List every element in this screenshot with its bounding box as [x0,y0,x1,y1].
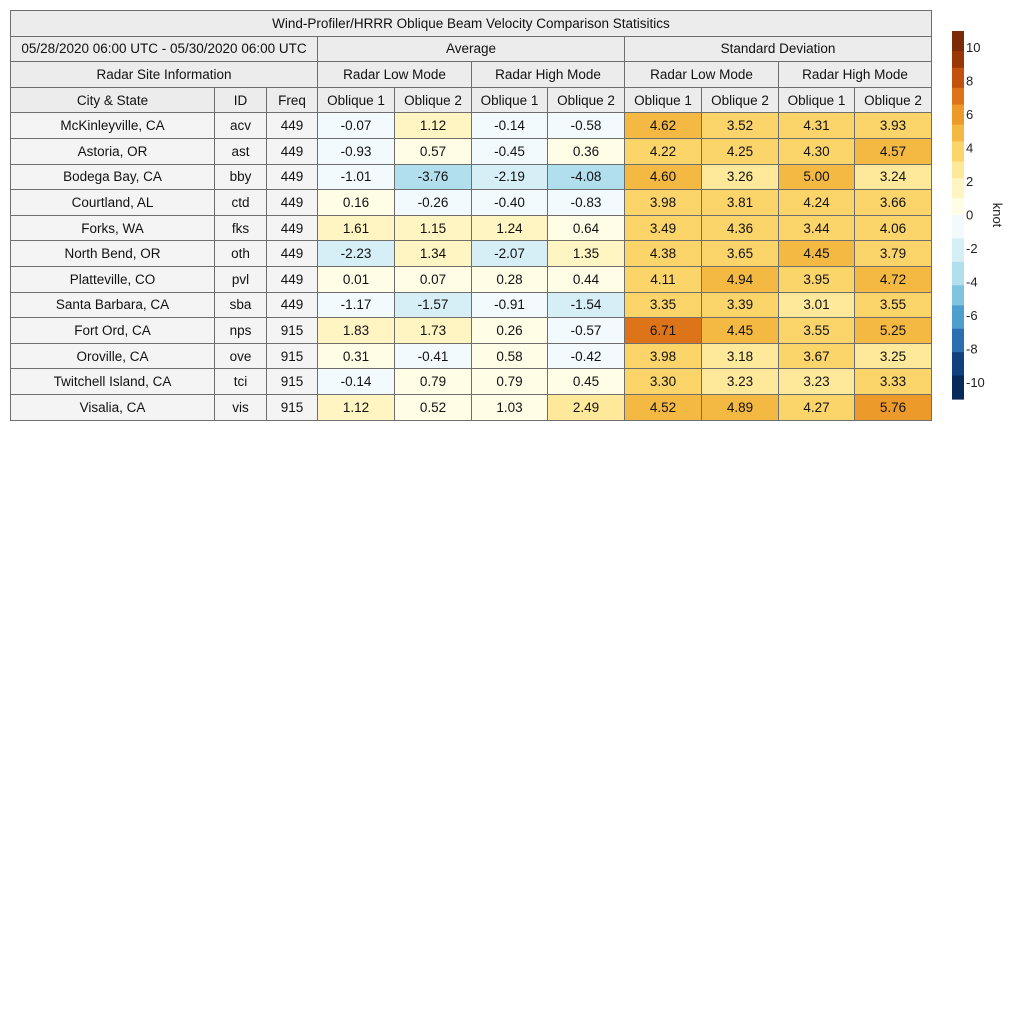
site-freq-cell: 449 [267,241,318,267]
site-city-cell: North Bend, OR [11,241,215,267]
average-value-cell: 0.31 [318,343,395,369]
average-value-cell: -0.93 [318,138,395,164]
average-value-cell: -0.41 [395,343,472,369]
site-city-cell: Astoria, OR [11,138,215,164]
colorbar-tick-label: 0 [966,207,974,223]
average-value-cell: -0.45 [472,138,548,164]
std-value-cell: 4.25 [702,138,779,164]
colorbar-unit-label: knot [990,202,1005,228]
col-header-id: ID [215,87,267,113]
average-value-cell: -0.58 [548,113,625,139]
site-city-cell: Santa Barbara, CA [11,292,215,318]
std-value-cell: 3.52 [702,113,779,139]
average-value-cell: -2.07 [472,241,548,267]
average-value-cell: 0.57 [395,138,472,164]
site-freq-cell: 449 [267,292,318,318]
average-value-cell: 1.35 [548,241,625,267]
std-value-cell: 3.79 [855,241,932,267]
table-row [11,266,932,292]
average-value-cell: -1.17 [318,292,395,318]
average-value-cell: 0.64 [548,215,625,241]
site-id-cell: oth [215,241,267,267]
average-value-cell: -0.07 [318,113,395,139]
colorbar-tick-label: -8 [966,341,978,357]
site-freq-cell: 449 [267,215,318,241]
average-value-cell: 2.49 [548,394,625,420]
average-value-cell: 0.28 [472,266,548,292]
std-value-cell: 4.11 [625,266,702,292]
std-value-cell: 3.24 [855,164,932,190]
site-freq-cell: 449 [267,190,318,216]
average-value-cell: 0.07 [395,266,472,292]
site-id-cell: bby [215,164,267,190]
avg-high-mode-header: Radar High Mode [472,62,625,88]
avg-low-mode-header: Radar Low Mode [318,62,472,88]
table-row [11,190,932,216]
average-value-cell: 1.73 [395,318,472,344]
table-row [11,394,932,420]
std-value-cell: 3.18 [702,343,779,369]
site-freq-cell: 915 [267,318,318,344]
std-value-cell: 4.89 [702,394,779,420]
site-id-cell: nps [215,318,267,344]
std-high-mode-header: Radar High Mode [779,62,932,88]
std-value-cell: 4.52 [625,394,702,420]
col-header-std-high-oblique1: Oblique 1 [779,87,855,113]
average-value-cell: -0.91 [472,292,548,318]
std-value-cell: 3.98 [625,190,702,216]
table-row [11,164,932,190]
std-value-cell: 4.62 [625,113,702,139]
colorbar-tick-label: -10 [966,374,985,390]
statistics-table [10,10,932,421]
std-value-cell: 3.67 [779,343,855,369]
col-header-std-high-oblique2: Oblique 2 [855,87,932,113]
site-freq-cell: 915 [267,369,318,395]
average-value-cell: -0.83 [548,190,625,216]
std-value-cell: 4.94 [702,266,779,292]
std-value-cell: 3.39 [702,292,779,318]
std-value-cell: 3.66 [855,190,932,216]
average-value-cell: 0.45 [548,369,625,395]
std-value-cell: 3.23 [702,369,779,395]
site-freq-cell: 449 [267,138,318,164]
std-group-header: Standard Deviation [625,36,932,62]
average-value-cell: -1.57 [395,292,472,318]
average-value-cell: 1.03 [472,394,548,420]
std-low-mode-header: Radar Low Mode [625,62,779,88]
average-value-cell: 0.79 [395,369,472,395]
site-id-cell: ctd [215,190,267,216]
average-value-cell: 0.79 [472,369,548,395]
site-city-cell: Forks, WA [11,215,215,241]
col-header-avg-low-oblique1: Oblique 1 [318,87,395,113]
site-freq-cell: 449 [267,113,318,139]
site-city-cell: Platteville, CO [11,266,215,292]
average-value-cell: 0.26 [472,318,548,344]
site-city-cell: Twitchell Island, CA [11,369,215,395]
site-freq-cell: 915 [267,343,318,369]
col-header-avg-high-oblique2: Oblique 2 [548,87,625,113]
average-value-cell: 1.24 [472,215,548,241]
date-range: 05/28/2020 06:00 UTC - 05/30/2020 06:00 UTC [11,36,318,62]
average-value-cell: 1.12 [395,113,472,139]
average-value-cell: 1.15 [395,215,472,241]
average-value-cell: -2.19 [472,164,548,190]
std-value-cell: 4.60 [625,164,702,190]
std-value-cell: 4.31 [779,113,855,139]
std-value-cell: 3.35 [625,292,702,318]
average-value-cell: 0.01 [318,266,395,292]
site-id-cell: ast [215,138,267,164]
site-id-cell: tci [215,369,267,395]
table-row [11,241,932,267]
average-value-cell: 0.52 [395,394,472,420]
site-city-cell: Courtland, AL [11,190,215,216]
std-value-cell: 5.00 [779,164,855,190]
table-row [11,318,932,344]
average-value-cell: -1.01 [318,164,395,190]
std-value-cell: 3.55 [779,318,855,344]
site-city-cell: Fort Ord, CA [11,318,215,344]
average-value-cell: 0.44 [548,266,625,292]
average-value-cell: 1.83 [318,318,395,344]
average-value-cell: -0.40 [472,190,548,216]
site-freq-cell: 449 [267,266,318,292]
table-row [11,369,932,395]
std-value-cell: 3.26 [702,164,779,190]
colorbar [948,26,1018,406]
site-id-cell: acv [215,113,267,139]
site-id-cell: pvl [215,266,267,292]
std-value-cell: 5.25 [855,318,932,344]
average-value-cell: -0.26 [395,190,472,216]
std-value-cell: 3.81 [702,190,779,216]
site-id-cell: ove [215,343,267,369]
std-value-cell: 6.71 [625,318,702,344]
std-value-cell: 3.33 [855,369,932,395]
col-header-avg-high-oblique1: Oblique 1 [472,87,548,113]
colorbar-tick-label: 2 [966,174,974,190]
average-value-cell: -0.14 [318,369,395,395]
col-header-city: City & State [11,87,215,113]
site-city-cell: Oroville, CA [11,343,215,369]
std-value-cell: 3.55 [855,292,932,318]
col-header-std-low-oblique1: Oblique 1 [625,87,702,113]
average-value-cell: 1.12 [318,394,395,420]
table-row [11,343,932,369]
std-value-cell: 4.36 [702,215,779,241]
std-value-cell: 3.49 [625,215,702,241]
std-value-cell: 3.93 [855,113,932,139]
average-value-cell: -0.14 [472,113,548,139]
average-value-cell: -0.42 [548,343,625,369]
site-info-header: Radar Site Information [11,62,318,88]
table-row [11,113,932,139]
site-city-cell: McKinleyville, CA [11,113,215,139]
std-value-cell: 4.06 [855,215,932,241]
std-value-cell: 5.76 [855,394,932,420]
table-title: Wind-Profiler/HRRR Oblique Beam Velocity Comparison Statisitics [11,11,932,37]
average-value-cell: -4.08 [548,164,625,190]
col-header-avg-low-oblique2: Oblique 2 [395,87,472,113]
site-id-cell: fks [215,215,267,241]
average-value-cell: 0.16 [318,190,395,216]
colorbar-tick-label: -6 [966,307,978,323]
colorbar-segment [952,396,964,400]
std-value-cell: 3.23 [779,369,855,395]
average-value-cell: -2.23 [318,241,395,267]
average-value-cell: -3.76 [395,164,472,190]
site-id-cell: vis [215,394,267,420]
colorbar-tick-label: -2 [966,240,978,256]
col-header-freq: Freq [267,87,318,113]
average-value-cell: 1.61 [318,215,395,241]
site-id-cell: sba [215,292,267,318]
site-city-cell: Visalia, CA [11,394,215,420]
std-value-cell: 3.65 [702,241,779,267]
std-value-cell: 3.44 [779,215,855,241]
std-value-cell: 3.95 [779,266,855,292]
site-freq-cell: 915 [267,394,318,420]
std-value-cell: 4.27 [779,394,855,420]
table-row [11,138,932,164]
std-value-cell: 4.45 [702,318,779,344]
average-value-cell: 0.36 [548,138,625,164]
colorbar-tick-label: 6 [966,107,974,123]
std-value-cell: 4.72 [855,266,932,292]
site-city-cell: Bodega Bay, CA [11,164,215,190]
average-value-cell: 0.58 [472,343,548,369]
std-value-cell: 4.38 [625,241,702,267]
table-row [11,292,932,318]
std-value-cell: 4.57 [855,138,932,164]
average-group-header: Average [318,36,625,62]
colorbar-tick-label: 4 [966,140,974,156]
site-freq-cell: 449 [267,164,318,190]
colorbar-tick-label: -4 [966,274,978,290]
std-value-cell: 4.24 [779,190,855,216]
std-value-cell: 3.25 [855,343,932,369]
std-value-cell: 3.98 [625,343,702,369]
std-value-cell: 4.30 [779,138,855,164]
std-value-cell: 3.01 [779,292,855,318]
colorbar-tick-label: 10 [966,40,981,56]
col-header-std-low-oblique2: Oblique 2 [702,87,779,113]
std-value-cell: 4.22 [625,138,702,164]
average-value-cell: 1.34 [395,241,472,267]
std-value-cell: 3.30 [625,369,702,395]
table-row [11,215,932,241]
colorbar-tick-label: 8 [966,73,974,89]
average-value-cell: -0.57 [548,318,625,344]
average-value-cell: -1.54 [548,292,625,318]
std-value-cell: 4.45 [779,241,855,267]
